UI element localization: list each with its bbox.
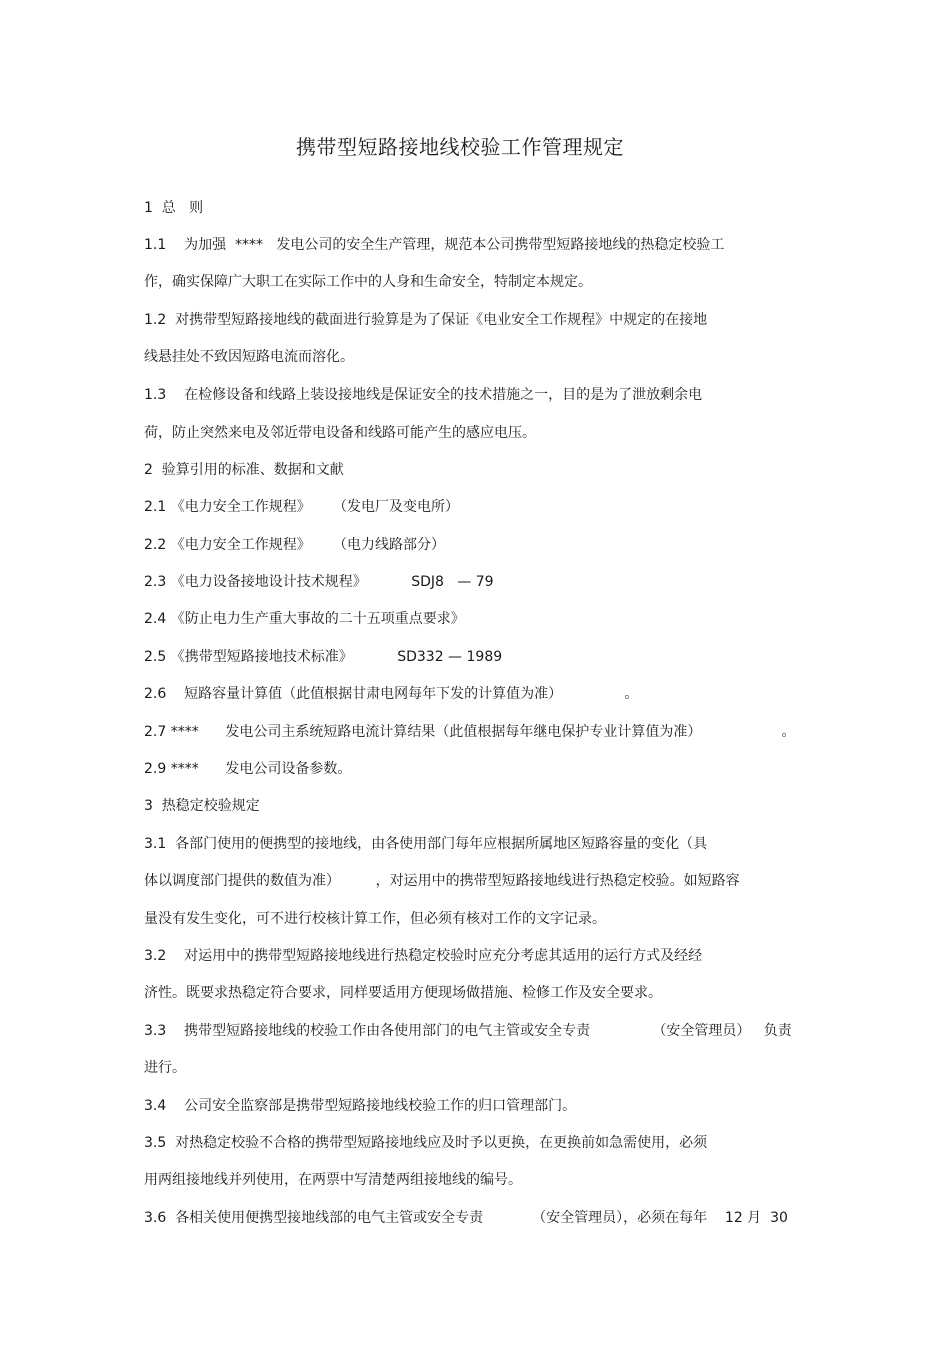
paragraph-line: 2.6 短路容量计算值（此值根据甘肃电网每年下发的计算值为准） 。 (144, 686, 639, 702)
paragraph-line: 2.2 《电力安全工作规程》 （电力线路部分） (144, 537, 445, 553)
document-title: 携带型短路接地线校验工作管理规定 (296, 135, 624, 159)
paragraph-line: 济性。既要求热稳定符合要求，同样要适用方便现场做措施、检修工作及安全要求。 (144, 985, 662, 1001)
paragraph-line: 进行。 (144, 1060, 186, 1076)
paragraph-line: 体以调度部门提供的数值为准） ，对运用中的携带型短路接地线进行热稳定校验。如短路容 (144, 873, 740, 889)
paragraph-line: 2.5 《携带型短路接地技术标准》 SD332 — 1989 (144, 649, 503, 665)
paragraph-line: 荷，防止突然来电及邻近带电设备和线路可能产生的感应电压。 (144, 425, 536, 441)
paragraph-line: 3.1 各部门使用的便携型的接地线，由各使用部门每年应根据所属地区短路容量的变化（具 (144, 836, 708, 852)
paragraph-line: 3.5 对热稳定校验不合格的携带型短路接地线应及时予以更换，在更换前如急需使用，必须 (144, 1135, 708, 1151)
section-heading: 2 验算引用的标准、数据和文献 (144, 462, 344, 478)
paragraph-line: 3.2 对运用中的携带型短路接地线进行热稳定校验时应充分考虑其适用的运行方式及经经 (144, 948, 703, 964)
paragraph-line: 线悬挂处不致因短路电流而溶化。 (144, 349, 354, 365)
paragraph-line: 1.3 在检修设备和线路上装设接地线是保证安全的技术措施之一，目的是为了泄放剩余电 (144, 387, 703, 403)
section-heading: 3 热稳定校验规定 (144, 798, 260, 814)
paragraph-line: 1.2 对携带型短路接地线的截面进行验算是为了保证《电业安全工作规程》中规定的在接地 (144, 312, 708, 328)
paragraph-line: 1.1 为加强 **** 发电公司的安全生产管理，规范本公司携带型短路接地线的热稳定校验工 (144, 237, 725, 253)
paragraph-line: 2.9 **** 发电公司设备参数。 (144, 761, 352, 777)
paragraph-line: 2.1 《电力安全工作规程》 （发电厂及变电所） (144, 499, 459, 515)
paragraph-line: 量没有发生变化，可不进行校核计算工作，但必须有核对工作的文字记录。 (144, 911, 606, 927)
paragraph-line: 用两组接地线并列使用，在两票中写清楚两组接地线的编号。 (144, 1172, 522, 1188)
paragraph-line: 2.7 **** 发电公司主系统短路电流计算结果（此值根据每年继电保护专业计算值为准） 。 (144, 724, 796, 740)
paragraph-line: 3.4 公司安全监察部是携带型短路接地线校验工作的归口管理部门。 (144, 1098, 577, 1114)
paragraph-line: 2.4 《防止电力生产重大事故的二十五项重点要求》 (144, 611, 465, 627)
paragraph-line: 3.6 各相关使用便携型接地线部的电气主管或安全专责 （安全管理员），必须在每年 12 月 30 (144, 1210, 788, 1226)
paragraph-line: 作，确实保障广大职工在实际工作中的人身和生命安全，特制定本规定。 (144, 274, 592, 290)
paragraph-line: 2.3 《电力设备接地设计技术规程》 SDJ8 — 79 (144, 574, 494, 590)
section-heading: 1 总 则 (144, 200, 204, 216)
paragraph-line: 3.3 携带型短路接地线的校验工作由各使用部门的电气主管或安全专责 （安全管理员） 负责 (144, 1023, 792, 1039)
